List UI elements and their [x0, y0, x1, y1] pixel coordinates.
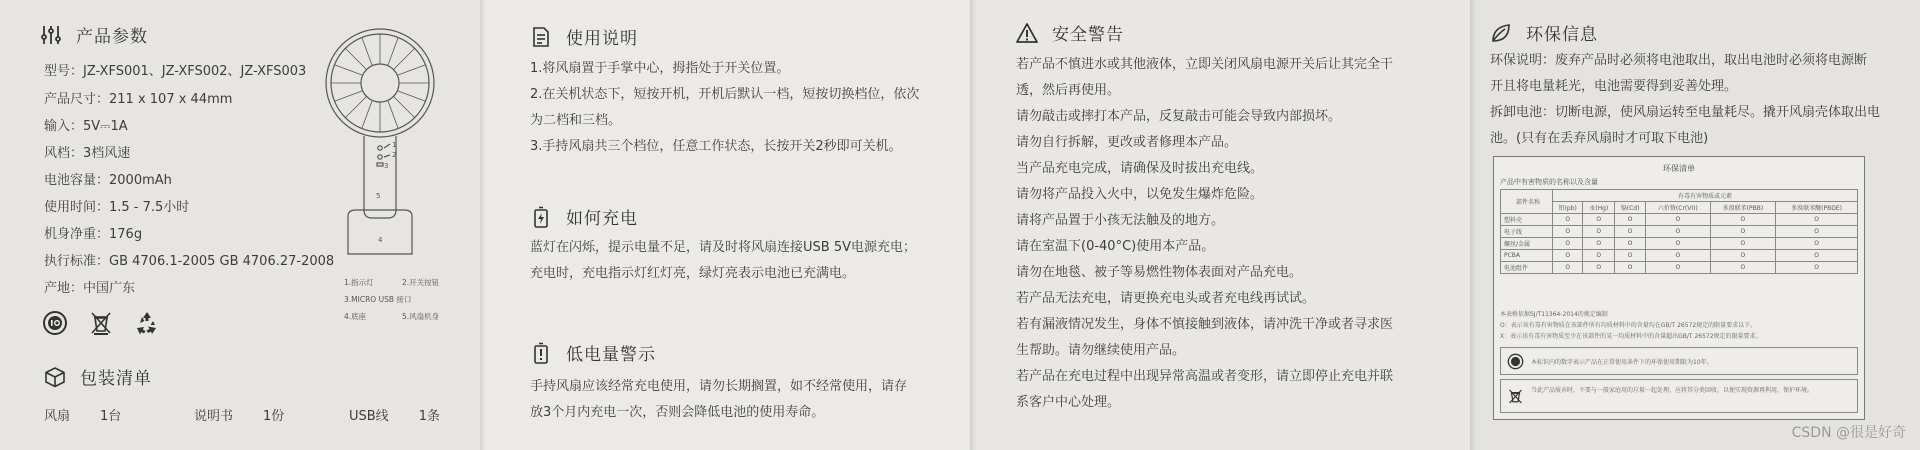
table-row-name: 电子线	[1501, 226, 1553, 238]
table-cell: O	[1553, 226, 1583, 238]
eco-line: 环保说明：废弃产品时必须将电池取出，取出电池时必须将电源断	[1490, 53, 1868, 68]
lowbattery-heading	[530, 340, 656, 365]
charging-line: 充电时，充电指示灯红灯亮，绿灯亮表示电池已充满电。	[530, 266, 856, 281]
pack-item-name: 风扇	[44, 409, 71, 424]
table-cell: O	[1776, 214, 1858, 226]
fold-shadow	[1470, 0, 1476, 450]
lowbattery-text	[530, 374, 970, 426]
param-origin: 产地：中国广东	[44, 281, 136, 296]
params-heading	[40, 22, 148, 47]
eco-table	[1500, 189, 1858, 274]
table-cell: O	[1646, 238, 1711, 250]
table-row	[1501, 226, 1858, 238]
eco-line: 拆卸电池：切断电源，使风扇运转至电量耗尽。撬开风扇壳体取出电	[1490, 105, 1881, 120]
table-cell: O	[1553, 214, 1583, 226]
legend-item: 2.开关按钮	[402, 278, 440, 287]
safety-line: 请勿将产品投入火中，以免发生爆炸危险。	[1016, 187, 1264, 202]
table-cell: O	[1583, 238, 1615, 250]
table-row-name: 电池组件	[1501, 262, 1553, 274]
table-row	[1501, 202, 1858, 214]
table-row	[1501, 262, 1858, 274]
table-row	[1501, 214, 1858, 226]
safety-line: 透，然后再使用。	[1016, 83, 1121, 98]
table-cell: O	[1615, 214, 1646, 226]
param-runtime: 使用时间：1.5 - 7.5小时	[44, 200, 190, 215]
table-cell: O	[1615, 250, 1646, 262]
crossed-bin-icon	[1507, 388, 1524, 405]
cert-icons	[42, 310, 160, 336]
eco-text	[1490, 48, 1910, 152]
param-speed: 风档：3档风速	[44, 146, 131, 161]
watermark: CSDN @很是好奇	[1791, 425, 1906, 441]
lowbattery-line: 放3个月内充电一次，否则会降低电池的使用寿命。	[530, 405, 825, 420]
lowbattery-title: 低电量警示	[566, 345, 656, 365]
eco-note: X：表示该有毒有害物质至少在该部件的某一均质材料中的含量超出GB/T 26572规定的限量要求。	[1500, 333, 1762, 340]
charging-heading	[530, 204, 638, 229]
param-weight: 机身净重：176g	[44, 227, 143, 242]
eco-symbol-note: 当此产品废弃时，不要与一般家庭用的垃圾一起处理，应将其分类回收，以便实现资源再利用，保护环境。	[1531, 387, 1814, 394]
table-header-cell: 多溴联苯(PBB)	[1710, 202, 1776, 214]
diagram-legend	[344, 274, 464, 325]
table-cell: O	[1583, 226, 1615, 238]
eco-symbol-row	[1500, 347, 1858, 375]
param-size: 产品尺寸：211 x 107 x 44mm	[44, 92, 233, 107]
table-row-name: 塑料壳	[1501, 214, 1553, 226]
pack-item-qty: 1台	[100, 409, 122, 424]
safety-line: 系客户中心处理。	[1016, 395, 1121, 410]
pack-item-manual	[194, 405, 284, 424]
table-header-cell: 镉(Cd)	[1615, 202, 1646, 214]
usage-line: 3.手持风扇共三个档位，任意工作状态，长按开关2秒即可关机。	[530, 139, 902, 154]
warning-icon	[1016, 22, 1038, 44]
safety-line: 请在室温下(0-40°C)使用本产品。	[1016, 239, 1215, 254]
table-cell: O	[1776, 250, 1858, 262]
diagram-num-1: 1	[392, 141, 397, 149]
table-cell: O	[1615, 262, 1646, 274]
safety-title: 安全警告	[1052, 25, 1124, 45]
safety-heading	[1016, 20, 1124, 45]
param-standard: 执行标准：GB 4706.1-2005 GB 4706.27-2008	[44, 254, 335, 269]
eco-10-years-icon	[1507, 353, 1524, 370]
tools-icon	[40, 24, 62, 46]
eco-table-title: 环保清单	[1663, 164, 1695, 173]
eco-note: 本表格依据SJ/T11364-2014的规定编制	[1500, 311, 1608, 318]
eco-10-years-icon	[42, 310, 68, 336]
legend-item: 4.底座	[344, 312, 367, 321]
pack-item-qty: 1条	[418, 409, 440, 424]
eco-table-box	[1493, 156, 1865, 420]
eco-symbol-row	[1500, 379, 1858, 413]
legend-item: 3.MICRO USB 接口	[344, 295, 412, 304]
table-cell: O	[1646, 262, 1711, 274]
table-cell: O	[1553, 262, 1583, 274]
table-cell: O	[1583, 250, 1615, 262]
diagram-num-3: 3	[384, 162, 389, 170]
table-cell: O	[1710, 226, 1776, 238]
eco-title: 环保信息	[1526, 25, 1598, 45]
table-header-cell: 部件名称	[1501, 190, 1553, 214]
usage-text	[530, 56, 970, 160]
usage-line: 1.将风扇置于手掌中心，拇指处于开关位置。	[530, 61, 790, 76]
param-model: 型号：JZ-XFS001、JZ-XFS002、JZ-XFS003	[44, 64, 307, 79]
eco-note: O：表示该有毒有害物质在该部件所有均质材料中的含量均在GB/T 26572规定的限量要求以下。	[1500, 322, 1757, 329]
table-row	[1501, 238, 1858, 250]
pack-item-name: 说明书	[194, 409, 234, 424]
table-header-cell: 汞(Hg)	[1583, 202, 1615, 214]
pack-heading	[44, 364, 152, 389]
table-cell: O	[1553, 238, 1583, 250]
leaf-icon	[1490, 22, 1512, 44]
param-battery: 电池容量：2000mAh	[44, 173, 172, 188]
legend-item: 1.指示灯	[344, 278, 374, 287]
safety-line: 若产品无法充电，请更换充电头或者充电线再试试。	[1016, 291, 1316, 306]
table-header-cell: 铅(pb)	[1553, 202, 1583, 214]
table-cell: O	[1646, 226, 1711, 238]
table-header-cell: 六价铬(Cr(VI))	[1646, 202, 1711, 214]
diagram-num-2: 2	[392, 151, 397, 159]
table-cell: O	[1646, 214, 1711, 226]
table-row	[1501, 190, 1858, 202]
table-cell: O	[1646, 250, 1711, 262]
eco-symbol-note: 本标识内的数字表示产品在正常使用条件下的环保使用期限为10年。	[1531, 359, 1713, 366]
safety-line: 当产品充电完成，请确保及时拔出充电线。	[1016, 161, 1264, 176]
table-cell: O	[1776, 238, 1858, 250]
eco-table-subtitle: 产品中有害物质的名称以及含量	[1500, 178, 1598, 186]
table-cell: O	[1615, 226, 1646, 238]
usage-title: 使用说明	[566, 29, 638, 49]
legend-item: 5.风扇机身	[402, 312, 440, 321]
crossed-bin-icon	[88, 310, 114, 336]
table-row-name: PCBA	[1501, 250, 1553, 262]
table-cell: O	[1776, 226, 1858, 238]
pack-item-fan	[44, 405, 121, 424]
table-cell: O	[1710, 250, 1776, 262]
table-cell: O	[1583, 214, 1615, 226]
fan-diagram	[320, 26, 440, 262]
pack-item-usb	[349, 405, 440, 424]
eco-heading	[1490, 20, 1598, 45]
safety-line: 若有漏液情况发生，身体不慎接触到液体，请冲洗干净或者寻求医	[1016, 317, 1394, 332]
table-cell: O	[1553, 250, 1583, 262]
charging-line: 蓝灯在闪烁，提示电量不足，请及时将风扇连接USB 5V电源充电；	[530, 240, 916, 255]
param-input: 输入：5V⎓1A	[44, 119, 128, 134]
lowbattery-line: 手持风扇应该经常充电使用，请勿长期搁置，如不经常使用，请存	[530, 379, 908, 394]
safety-line: 若产品不慎进水或其他液体，立即关闭风扇电源开关后让其完全干	[1016, 57, 1394, 72]
table-header-cell: 多溴联苯醚(PBDE)	[1776, 202, 1858, 214]
box-icon	[44, 366, 66, 388]
panel-usage	[480, 0, 970, 450]
safety-text	[1016, 52, 1456, 416]
pack-item-name: USB线	[349, 409, 389, 424]
charging-text	[530, 235, 970, 287]
document-icon	[530, 26, 552, 48]
params-title: 产品参数	[76, 27, 148, 47]
diagram-num-4: 4	[378, 236, 383, 244]
safety-line: 请勿自行拆解，更改或者修理本产品。	[1016, 135, 1238, 150]
diagram-num-5: 5	[376, 192, 381, 200]
table-row-name: 螺丝/金属	[1501, 238, 1553, 250]
eco-line: 池。(只有在丢弃风扇时才可取下电池)	[1490, 131, 1709, 146]
eco-line: 开且将电量耗光，电池需要得到妥善处理。	[1490, 79, 1738, 94]
pack-item-qty: 1份	[263, 409, 285, 424]
panel-safety	[970, 0, 1470, 450]
fold-shadow	[480, 0, 486, 450]
table-header-cell: 有毒有害物质或元素	[1553, 190, 1858, 202]
usage-heading	[530, 24, 638, 49]
safety-line: 请勿在地毯、被子等易燃性物体表面对产品充电。	[1016, 265, 1303, 280]
recycle-icon	[134, 310, 160, 336]
table-cell: O	[1776, 262, 1858, 274]
usage-line: 2.在关机状态下，短按开机，开机后默认一档，短按切换档位，依次	[530, 87, 920, 102]
table-cell: O	[1710, 262, 1776, 274]
table-cell: O	[1615, 238, 1646, 250]
table-cell: O	[1710, 214, 1776, 226]
charging-title: 如何充电	[566, 209, 638, 229]
pack-title: 包装清单	[80, 369, 152, 389]
table-cell: O	[1583, 262, 1615, 274]
safety-line: 若产品在充电过程中出现异常高温或者变形，请立即停止充电并联	[1016, 369, 1394, 384]
table-row	[1501, 250, 1858, 262]
panel-product-params	[0, 0, 480, 450]
safety-line: 生帮助。请勿继续使用产品。	[1016, 343, 1186, 358]
table-cell: O	[1710, 238, 1776, 250]
low-battery-icon	[530, 342, 552, 364]
usage-line: 为二档和三档。	[530, 113, 622, 128]
battery-charging-icon	[530, 206, 552, 228]
safety-line: 请将产品置于小孩无法触及的地方。	[1016, 213, 1225, 228]
safety-line: 请勿敲击或摔打本产品，反复敲击可能会导致内部损坏。	[1016, 109, 1342, 124]
fold-shadow	[970, 0, 976, 450]
